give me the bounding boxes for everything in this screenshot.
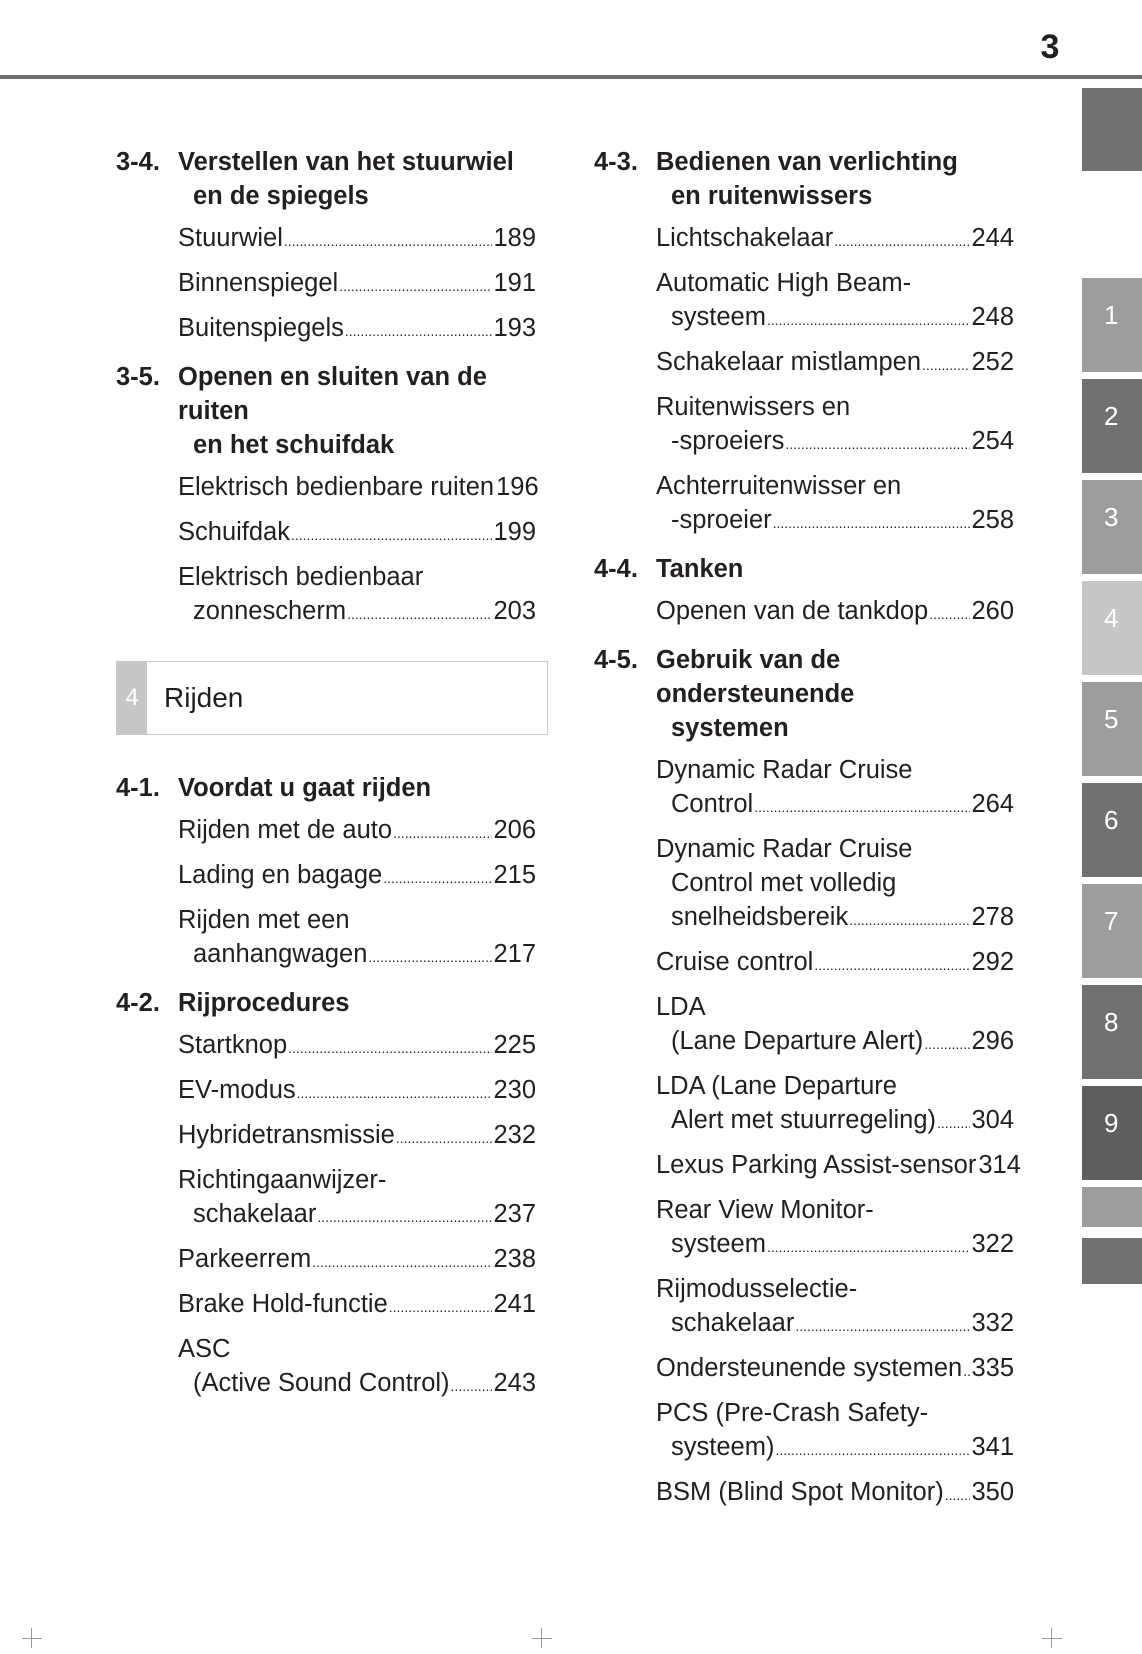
section-title-line: Tanken [656,555,744,583]
toc-entry-line [656,1024,1014,1061]
crop-mark [22,1628,42,1648]
toc-entry-line [178,903,536,937]
dot-leader [785,427,970,461]
toc-entry-line [656,266,1014,300]
toc-entry-line [178,813,536,850]
section-number: 3-4. [116,148,160,176]
toc-entry[interactable] [656,1396,1014,1467]
page-ref[interactable]: 230 [493,1076,536,1104]
toc-entry-line [656,1103,1014,1140]
toc-entry[interactable] [656,945,1014,982]
toc-entry-text: Rijden met de auto [178,816,393,844]
toc-entry[interactable] [656,1272,1014,1343]
toc-entry-text: Ondersteunende systemen [656,1354,963,1382]
toc-entry-line [178,1028,536,1065]
toc-entry-line [656,1430,1014,1467]
page-ref[interactable]: 215 [493,861,536,889]
toc-entry-line [656,945,1014,982]
toc-entry-line [656,300,1014,337]
toc-entry[interactable] [178,266,536,303]
toc-entry[interactable] [178,560,536,631]
section-number: 4-3. [594,148,638,176]
section-title [178,145,536,213]
page-ref[interactable]: 341 [971,1433,1014,1461]
toc-entry[interactable] [178,1073,536,1110]
toc-entry-line [178,1118,536,1155]
page-ref[interactable]: 206 [493,816,536,844]
section-title [178,986,536,1020]
dot-leader [754,790,970,824]
chapter-tab-7[interactable]: 7 [1082,884,1142,978]
toc-entry-text: Dynamic Radar Cruise [656,835,913,863]
toc-entry[interactable] [656,266,1014,337]
toc-entry-line [656,1475,1014,1512]
chapter-tab-5[interactable]: 5 [1082,682,1142,776]
toc-entry-line [178,1242,536,1279]
toc-entry-text: Control met volledig [671,869,897,897]
toc-entry-text: Rijmodusselectie- [656,1275,858,1303]
toc-entry-text: Elektrisch bedienbaar [178,563,424,591]
dot-leader [963,1354,970,1388]
toc-entry-line [656,345,1014,382]
toc-entry[interactable] [178,1163,536,1234]
page-ref[interactable]: 191 [493,269,536,297]
dot-leader [347,597,492,631]
toc-entry-line [656,753,1014,787]
chapter-tab-blank[interactable] [1082,1187,1142,1227]
toc-entry-line [656,1306,1014,1343]
dot-leader [383,861,492,895]
section-title-line: en het schuifdak [193,431,395,459]
toc-entry[interactable] [178,1242,536,1279]
toc-entry-line [178,515,536,552]
section-title-line: Bedienen van verlichting [656,148,958,176]
toc-entry-line [656,221,1014,258]
dot-leader [775,1433,970,1467]
crop-mark [532,1628,552,1648]
chapter-banner[interactable] [116,661,548,735]
toc-right-column [594,145,1021,1512]
toc-entry[interactable] [178,858,536,895]
section-title-line: Openen en sluiten van de ruiten [178,363,487,425]
dot-leader [284,224,493,258]
toc-entry[interactable] [178,311,536,348]
section-title-line: Rijprocedures [178,989,350,1017]
header-rule [0,75,1142,79]
toc-entry-line [656,832,1014,866]
page-ref[interactable]: 248 [971,303,1014,331]
toc-entry-text: Dynamic Radar Cruise [656,756,913,784]
section-number: 3-5. [116,363,160,391]
toc-entry-text: PCS (Pre-Crash Safety- [656,1399,929,1427]
toc-entry-text: Richtingaanwijzer- [178,1166,387,1194]
page-ref[interactable]: 243 [493,1369,536,1397]
dot-leader [767,1230,971,1264]
toc-entry-line [656,469,1014,503]
toc-entry-line [178,1163,536,1197]
toc-entry-text: ASC [178,1335,231,1363]
section-title-line: en de spiegels [193,182,369,210]
section-title-line: Gebruik van de ondersteunende [656,646,855,708]
toc-entry-text: Ruitenwissers en [656,393,851,421]
toc-entry[interactable] [178,470,539,507]
toc-entry-text: Hybridetransmissie [178,1121,395,1149]
dot-leader [368,940,492,974]
toc-entry-line [656,1396,1014,1430]
page-ref[interactable]: 258 [971,506,1014,534]
toc-left-column [116,145,539,1403]
toc-entry-text: Elektrisch bedienbare ruiten [178,473,495,501]
page-ref[interactable]: 217 [493,940,536,968]
toc-entry-text: schakelaar [671,1309,795,1337]
page-ref[interactable]: 314 [978,1151,1021,1179]
chapter-tab-blank[interactable] [1082,88,1142,171]
section-heading [594,552,1014,586]
page-ref[interactable]: 225 [493,1031,536,1059]
chapter-tab-3[interactable]: 3 [1082,480,1142,574]
toc-entry-text: Startknop [178,1031,288,1059]
page-ref[interactable]: 232 [493,1121,536,1149]
section-title-line: Verstellen van het stuurwiel [178,148,514,176]
dot-leader [945,1478,971,1512]
section-title [656,145,1014,213]
dot-leader [834,224,970,258]
chapter-number: 4 [117,662,147,734]
page-ref[interactable]: 335 [971,1354,1014,1382]
dot-leader [339,269,492,303]
toc-entry-line [178,1287,536,1324]
section-title-line: systemen [671,714,789,742]
dot-leader [317,1200,492,1234]
toc-entry[interactable] [178,1028,536,1065]
toc-entry-text: zonnescherm [193,597,347,625]
toc-entry-line [178,594,536,631]
toc-entry[interactable] [178,1287,536,1324]
toc-entry[interactable] [656,1069,1014,1140]
chapter-tab-blank[interactable] [1082,1238,1142,1284]
page-ref[interactable]: 193 [493,314,536,342]
toc-entry[interactable] [656,1351,1014,1388]
section-title [656,552,1014,586]
section-number: 4-4. [594,555,638,583]
page-ref[interactable]: 244 [971,224,1014,252]
page-ref[interactable]: 203 [493,597,536,625]
dot-leader [345,314,493,348]
toc-entry-text: Lichtschakelaar [656,224,834,252]
crop-mark [1042,1628,1062,1648]
toc-entry-text: BSM (Blind Spot Monitor) [656,1478,944,1506]
toc-entry-text: Lexus Parking Assist-sensor [656,1151,977,1179]
toc-entry-text: Schuifdak [178,518,290,546]
toc-entry-line [656,1148,1021,1185]
page-ref[interactable]: 241 [493,1290,536,1318]
section-heading [116,360,536,462]
dot-leader [291,518,492,552]
toc-entry-text: EV-modus [178,1076,296,1104]
toc-entry-text: systeem [671,303,766,331]
toc-entry-text: systeem) [671,1433,775,1461]
toc-entry[interactable] [656,753,1014,824]
page-ref[interactable]: 189 [493,224,536,252]
toc-entry-text: LDA [656,993,706,1021]
dot-leader [767,303,971,337]
section-title-line: en ruitenwissers [671,182,873,210]
toc-entry[interactable] [178,1118,536,1155]
toc-entry[interactable] [656,832,1014,937]
section-heading [116,145,536,213]
page-ref[interactable]: 292 [971,948,1014,976]
toc-entry-text: Control [671,790,754,818]
page-ref[interactable]: 296 [971,1027,1014,1055]
toc-entry-line [178,221,536,258]
toc-entry-text: -sproeier [671,506,772,534]
toc-entry-text: Binnenspiegel [178,269,339,297]
chapter-tab-4[interactable]: 4 [1082,581,1142,675]
toc-entry-text: (Lane Departure Alert) [671,1027,924,1055]
toc-entry-line [656,787,1014,824]
toc-entry-text: Lading en bagage [178,861,383,889]
toc-entry-line [178,266,536,303]
section-title [178,360,536,462]
toc-entry-line [178,560,536,594]
toc-entry-line [656,1069,1014,1103]
dot-leader [451,1369,493,1403]
chapter-tab-9[interactable]: 9 [1082,1086,1142,1180]
toc-entry-text: Cruise control [656,948,814,976]
dot-leader [288,1031,492,1065]
section-heading [594,643,1014,745]
section-number: 4-1. [116,774,160,802]
page-ref[interactable]: 278 [971,903,1014,931]
toc-entry-line [656,594,1014,631]
chapter-tab-1[interactable]: 1 [1082,278,1142,372]
toc-entry-line [656,1272,1014,1306]
toc-entry-line [178,470,539,507]
toc-entry[interactable] [178,221,536,258]
page-ref[interactable]: 332 [971,1309,1014,1337]
chapter-tab-2[interactable]: 2 [1082,379,1142,473]
section-title [178,771,536,805]
toc-entry[interactable] [656,345,1014,382]
toc-entry-line [656,1227,1014,1264]
toc-entry-text: schakelaar [193,1200,317,1228]
toc-entry-line [178,858,536,895]
toc-entry-text: -sproeiers [671,427,785,455]
toc-entry-line [656,424,1014,461]
toc-entry-line [178,1366,536,1403]
toc-entry-text: systeem [671,1230,766,1258]
toc-entry-text: Parkeerrem [178,1245,312,1273]
toc-entry-text: Alert met stuurregeling) [671,1106,937,1134]
page-ref[interactable]: 260 [971,597,1014,625]
dot-leader [929,597,970,631]
toc-entry-text: Rijden met een [178,906,350,934]
toc-entry[interactable] [656,221,1014,258]
toc-entry-text: Automatic High Beam- [656,269,912,297]
toc-entry[interactable] [656,390,1014,461]
toc-entry-text: LDA (Lane Departure [656,1072,897,1100]
toc-entry[interactable] [178,515,536,552]
toc-entry-line [656,990,1014,1024]
section-number: 4-2. [116,989,160,1017]
toc-entry[interactable] [656,469,1014,540]
toc-entry[interactable] [656,1193,1014,1264]
toc-entry-line [178,937,536,974]
section-heading [116,771,536,805]
toc-entry-text: Brake Hold-functie [178,1290,388,1318]
toc-entry-text: snelheidsbereik [671,903,849,931]
dot-leader [393,816,492,850]
section-heading [594,145,1014,213]
toc-entry[interactable] [178,1332,536,1403]
dot-leader [297,1076,493,1110]
toc-entry[interactable] [178,903,536,974]
chapter-tab-6[interactable]: 6 [1082,783,1142,877]
toc-entry-line [178,311,536,348]
dot-leader [937,1106,970,1140]
dot-leader [924,1027,970,1061]
toc-entry-text: (Active Sound Control) [193,1369,450,1397]
toc-entry-text: aanhangwagen [193,940,368,968]
toc-entry-text: Schakelaar mistlampen [656,348,922,376]
toc-entry-line [656,866,1014,900]
toc-entry-line [656,1193,1014,1227]
section-heading [116,986,536,1020]
page-ref[interactable]: 199 [493,518,536,546]
page-ref[interactable]: 322 [971,1230,1014,1258]
toc-entry[interactable] [178,813,536,850]
page-ref[interactable]: 196 [496,473,539,501]
dot-leader [773,506,971,540]
toc-entry-text: Stuurwiel [178,224,283,252]
toc-entry-line [656,390,1014,424]
page-ref[interactable]: 264 [971,790,1014,818]
toc-entry-line [178,1332,536,1366]
section-number: 4-5. [594,646,638,674]
page-number: 3 [1040,28,1060,66]
page-ref[interactable]: 237 [493,1200,536,1228]
toc-entry[interactable] [656,1148,1021,1185]
section-title [656,643,1014,745]
section-title-line: Voordat u gaat rijden [178,774,432,802]
dot-leader [922,348,970,382]
chapter-tab-8[interactable]: 8 [1082,985,1142,1079]
dot-leader [312,1245,492,1279]
toc-entry-line [656,900,1014,937]
dot-leader [396,1121,493,1155]
toc-entry-line [656,503,1014,540]
toc-entry[interactable] [656,990,1014,1061]
page-ref[interactable]: 304 [971,1106,1014,1134]
dot-leader [389,1290,493,1324]
dot-leader [849,903,970,937]
toc-entry-text: Openen van de tankdop [656,597,929,625]
toc-entry-line [178,1197,536,1234]
dot-leader [795,1309,970,1343]
page-ref[interactable]: 350 [971,1478,1014,1506]
toc-entry-text: Rear View Monitor- [656,1196,874,1224]
toc-entry[interactable] [656,594,1014,631]
dot-leader [814,948,970,982]
toc-entry[interactable] [656,1475,1014,1512]
page-ref[interactable]: 252 [971,348,1014,376]
toc-entry-text: Achterruitenwisser en [656,472,902,500]
page-ref[interactable]: 254 [971,427,1014,455]
chapter-title: Rijden [164,682,244,713]
toc-entry-line [656,1351,1014,1388]
page-ref[interactable]: 238 [493,1245,536,1273]
toc-entry-line [178,1073,536,1110]
toc-entry-text: Buitenspiegels [178,314,344,342]
